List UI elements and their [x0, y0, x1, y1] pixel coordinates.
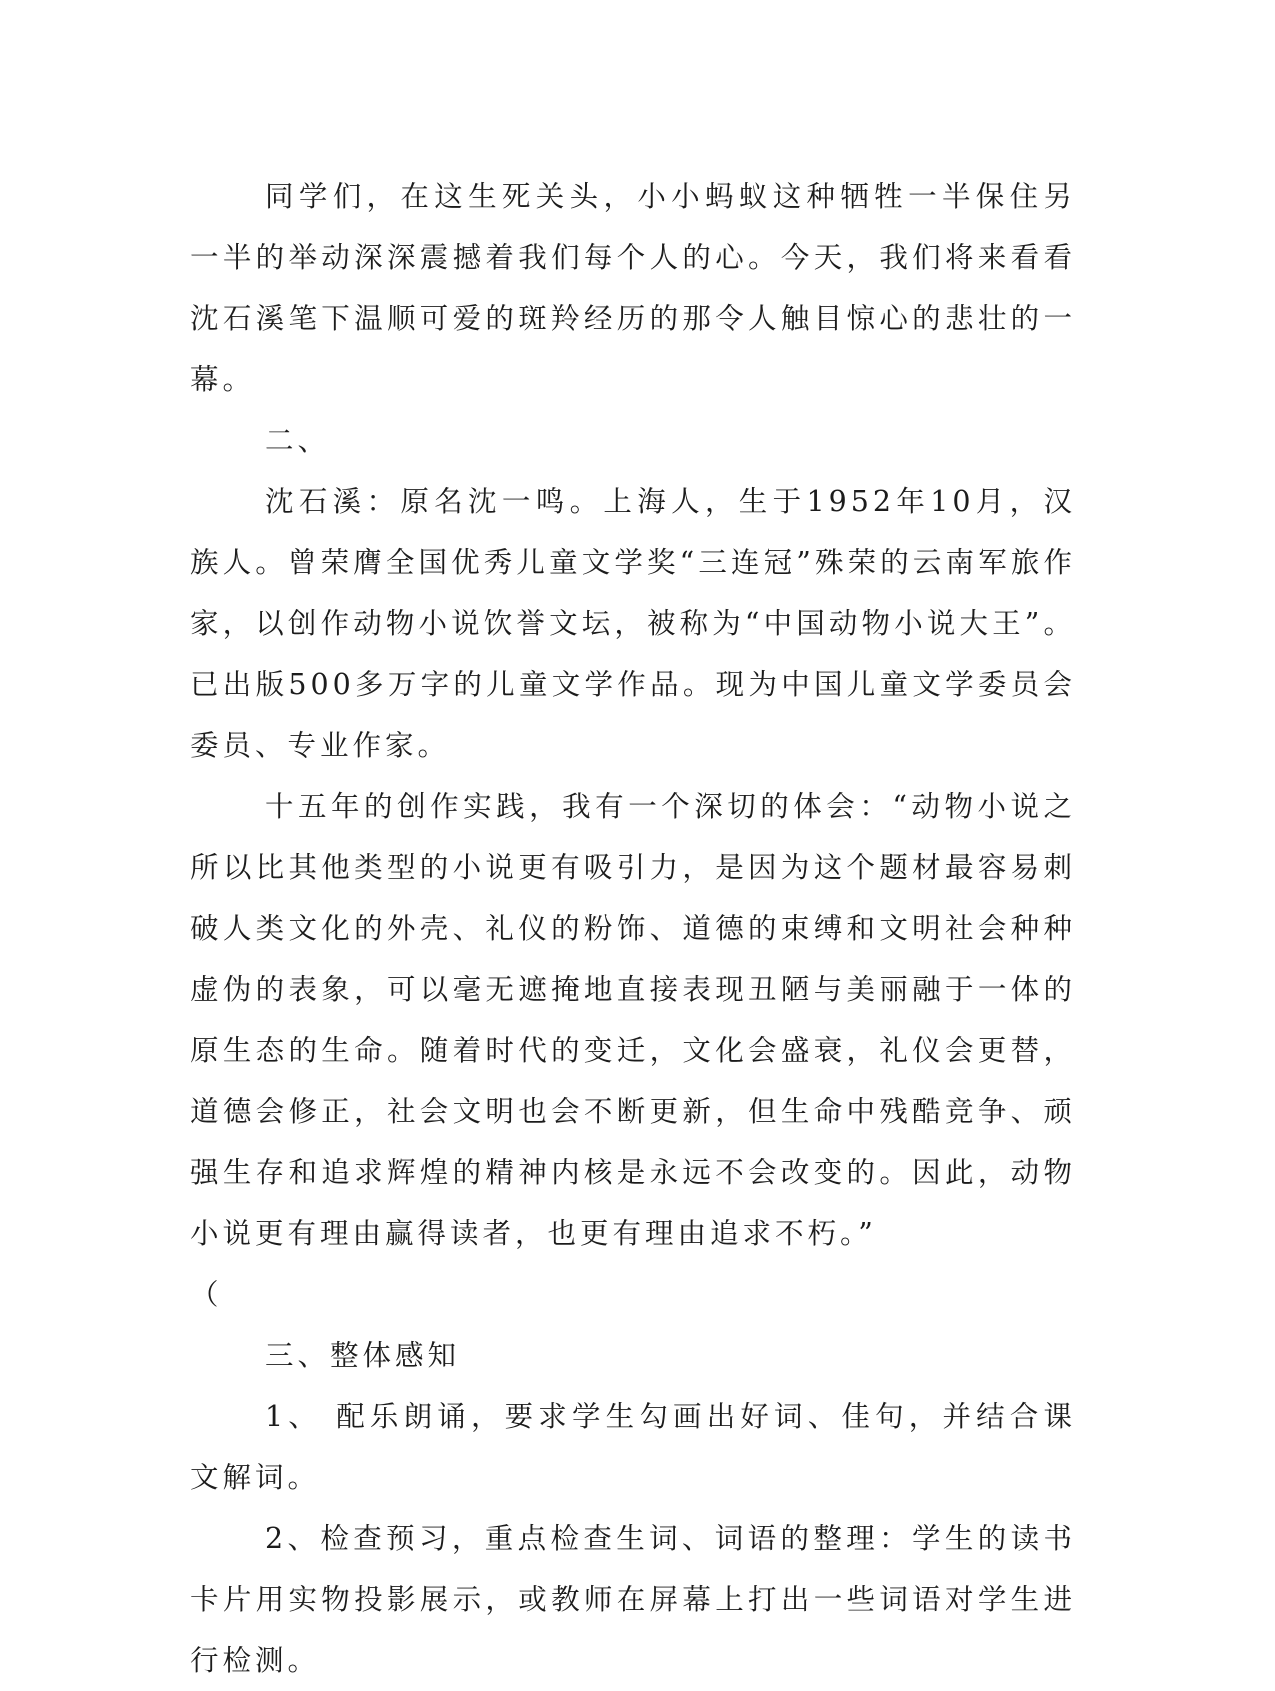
paragraph-intro: 同学们，在这生死关头，小小蚂蚁这种牺牲一半保住另一半的举动深深震撼着我们每个人的心。今天，我们将来看看沈石溪笔下温顺可爱的斑羚经历的那令人触目惊心的悲壮的一幕。	[190, 180, 1076, 396]
list-item-step-2: 2、检查预习，重点检查生词、词语的整理：学生的读书卡片用实物投影展示，或教师在屏幕上打出一些词语对学生进行检测。	[190, 1522, 1076, 1677]
document-body	[190, 166, 1076, 1691]
section-heading-2: 二、	[265, 424, 331, 457]
section-heading-3: 三、整体感知	[265, 1339, 461, 1372]
paragraph-author-bio: 沈石溪：原名沈一鸣。上海人，生于1952年10月，汉族人。曾荣膺全国优秀儿童文学奖“三连冠”殊荣的云南军旅作家，以创作动物小说饮誉文坛，被称为“中国动物小说大王”。已出版500多万字的儿童文学作品。现为中国儿童文学委员会委员、专业作家。	[190, 485, 1076, 762]
stray-parenthesis: （	[190, 1278, 223, 1311]
list-item-step-1: 1、 配乐朗诵，要求学生勾画出好词、佳句，并结合课文解词。	[190, 1400, 1076, 1494]
paragraph-author-quote: 十五年的创作实践，我有一个深切的体会：“动物小说之所以比其他类型的小说更有吸引力，是因为这个题材最容易刺破人类文化的外壳、礼仪的粉饰、道德的束缚和文明社会种种虚伪的表象，可以毫无遮掩地直接表现丑陋与美丽融于一体的原生态的生命。随着时代的变迁，文化会盛衰，礼仪会更替，道德会修正，社会文明也会不断更新，但生命中残酷竞争、顽强生存和追求辉煌的精神内核是永远不会改变的。因此，动物小说更有理由赢得读者，也更有理由追求不朽。”	[190, 790, 1076, 1250]
